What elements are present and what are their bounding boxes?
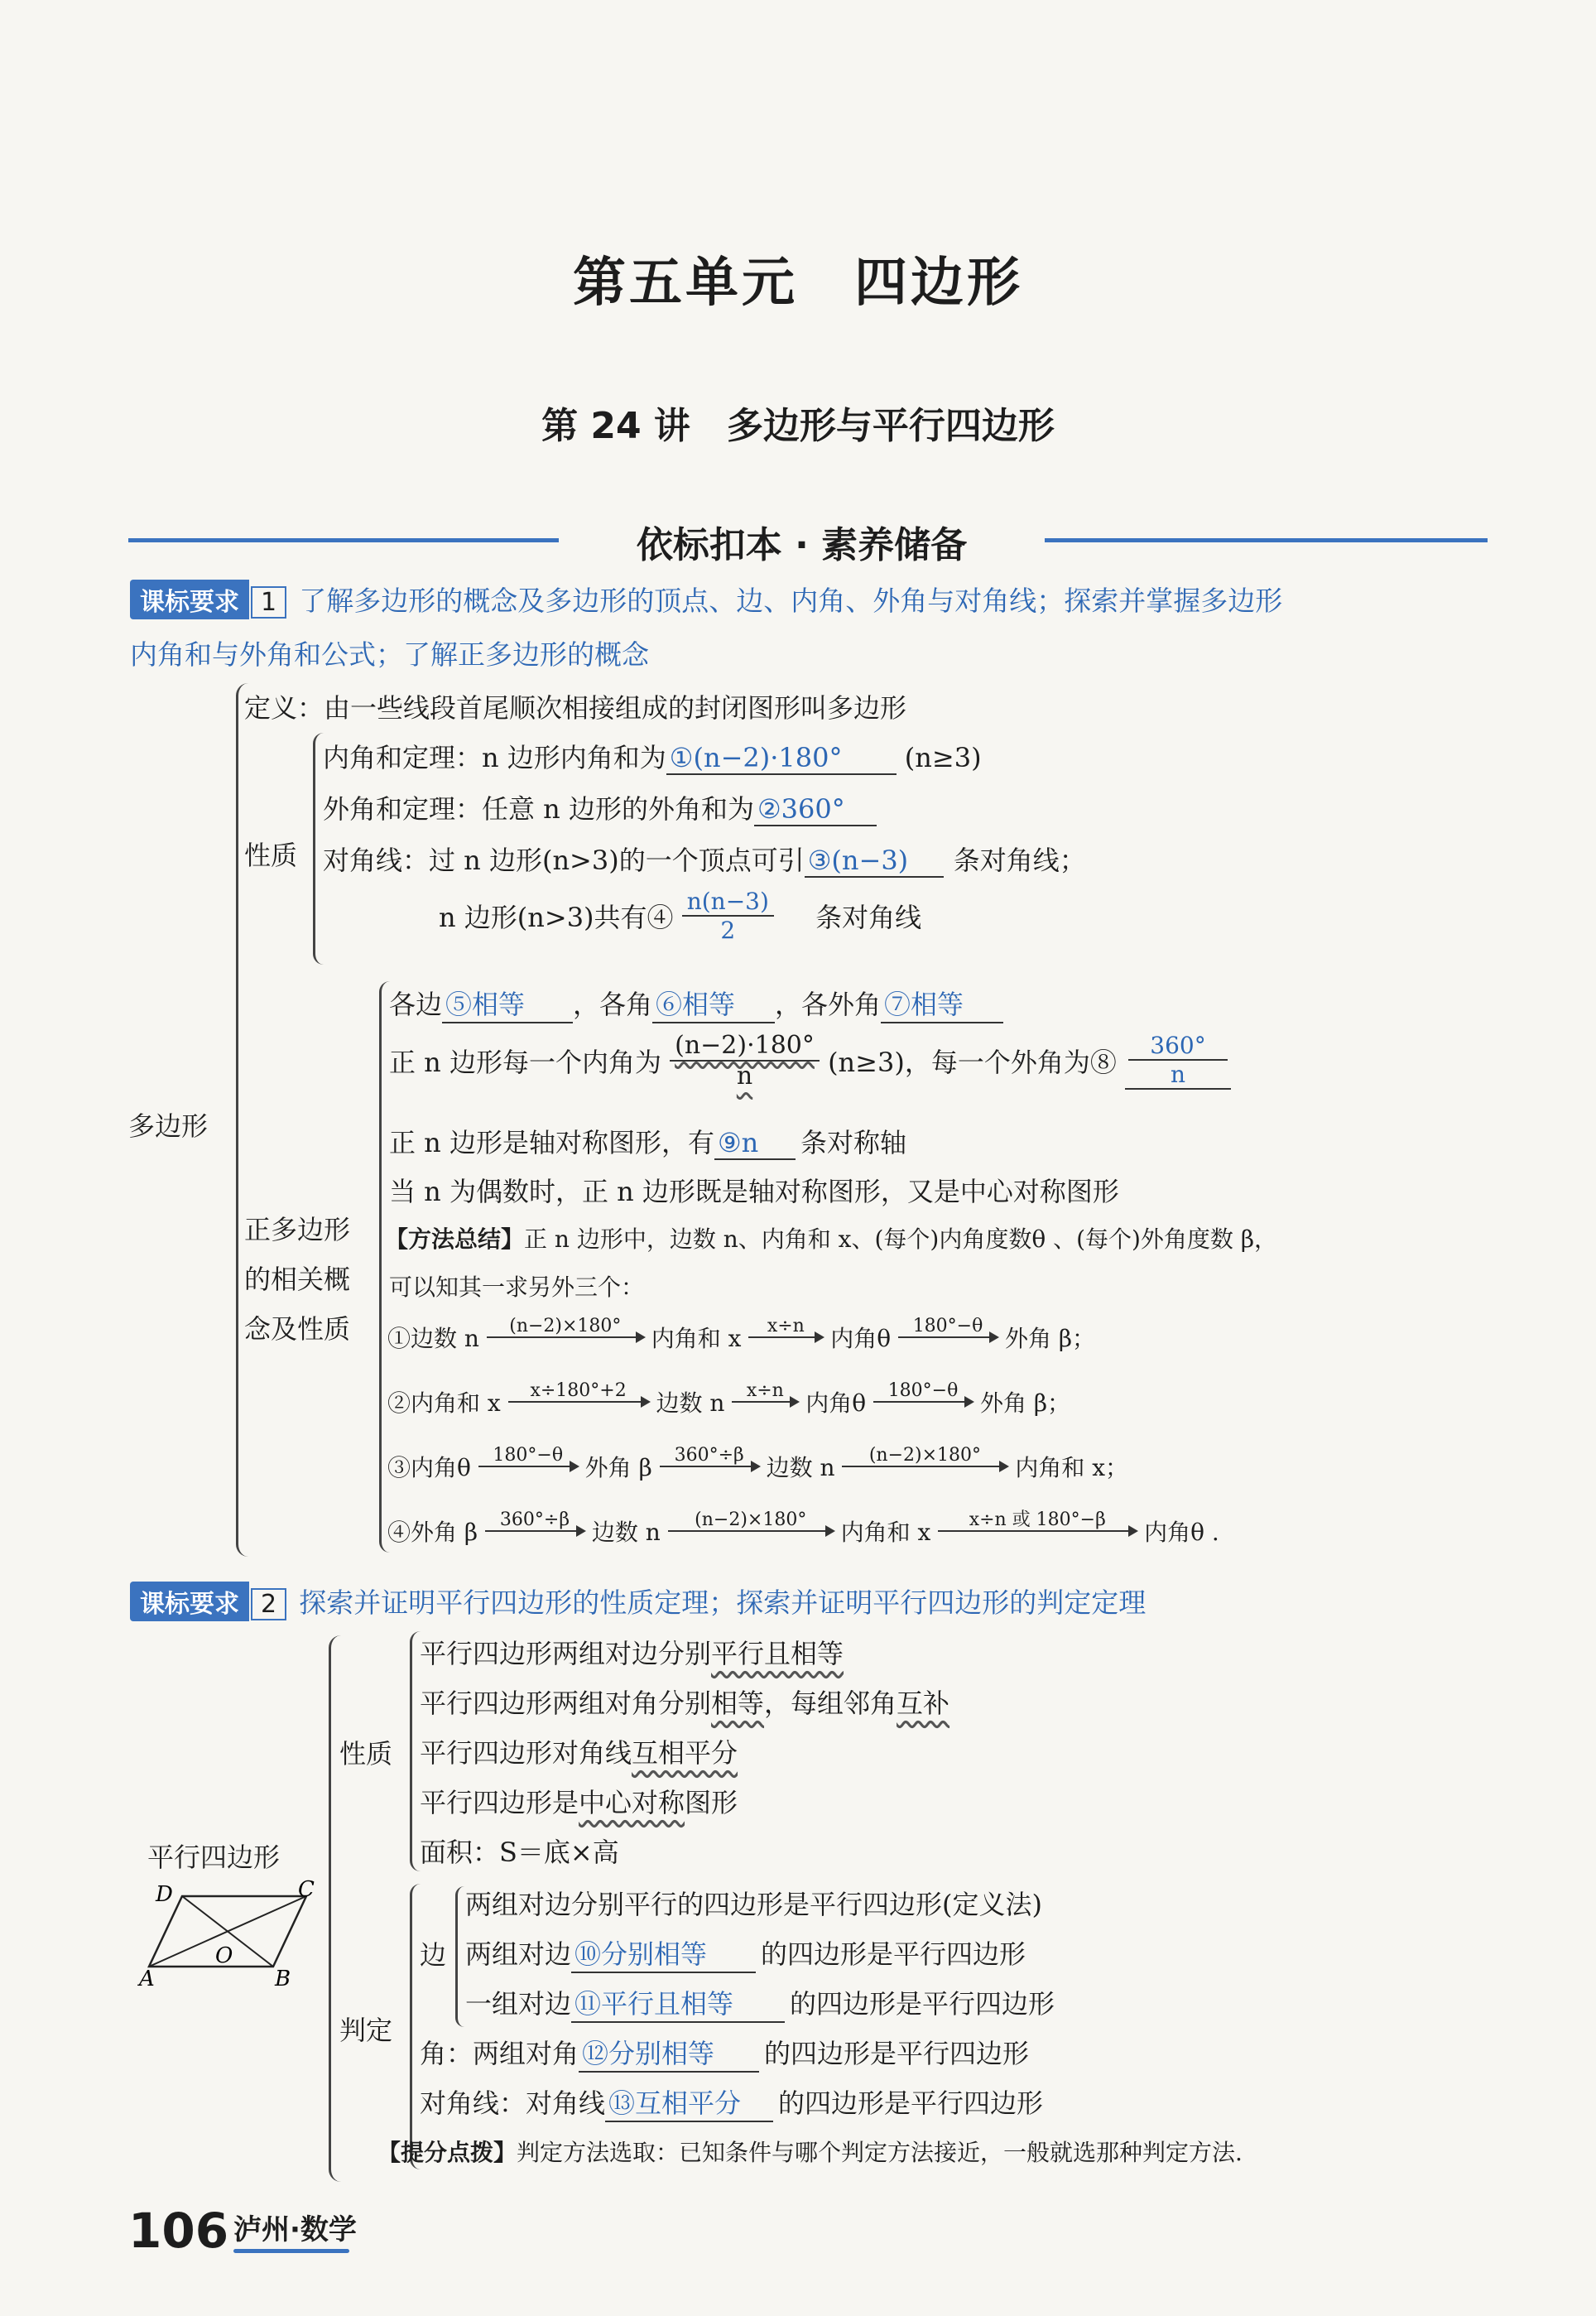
regular-even-center: 当 n 为偶数时，正 n 边形既是轴对称图形，又是中心对称图形 (389, 1176, 1119, 1207)
para-edge-label: 边 (420, 1939, 447, 1971)
polygon-definition: 定义：由一些线段首尾顺次相接组成的封闭图形叫多边形 (244, 692, 907, 724)
para-prop-diagonals: 平行四边形对角线互相平分 (420, 1737, 738, 1769)
banner-line-left (128, 538, 559, 542)
para-prop-area: 面积：S＝底×高 (420, 1837, 619, 1868)
para-prop-symmetry: 平行四边形是中心对称图形 (420, 1787, 738, 1818)
banner-title: 依标扣本 · 素养储备 (636, 524, 968, 566)
judge-edge-1: 两组对边分别平行的四边形是平行四边形(定义法) (465, 1889, 1042, 1920)
conversion-chains (387, 1317, 1219, 1575)
judge-angle: 角：两组对角 ⑫分别相等 的四边形是平行四边形 (420, 2033, 1029, 2073)
exterior-sum-theorem: 外角和定理：任意 n 边形的外角和为 ②360° (323, 788, 877, 826)
chain-2: ②内角和 x x÷180°+2 边数 n x÷n 内角θ 180°−θ 外角 β； (387, 1380, 1071, 1417)
parallelogram-brace (329, 1635, 341, 2182)
banner-line-right (1045, 538, 1488, 542)
requirement-number: 2 (251, 1588, 286, 1620)
method-summary-line2: 可以知其一求另外三个： (389, 1274, 645, 1301)
requirement-2 (130, 1582, 1146, 1621)
chain-1: ①边数 n (n−2)×180° 内角和 x x÷n 内角θ 180°−θ 外角 β； (387, 1316, 1096, 1352)
vertex-c-label: C (298, 1880, 315, 1902)
judge-edge-3: 一组对边 ⑪平行且相等 的四边形是平行四边形 (465, 1983, 1055, 2023)
regular-equal-sides: 各边 ⑤相等 ，各角 ⑥相等 ，各外角 ⑦相等 (389, 984, 1003, 1023)
judge-edge-2: 两组对边 ⑩分别相等 的四边形是平行四边形 (465, 1933, 1026, 1973)
regular-angle-formula: 正 n 边形每一个内角为 $\frac{(n-2)\cdot 180^\circ}{n}$ (n≥3)，每一个外角为⑧ $\frac{360^\circ}{n}$ (389, 1031, 1231, 1091)
vertex-d-label: D (156, 1882, 173, 1907)
requirement-tag: 课标要求 (130, 1582, 249, 1621)
unit-title: 第五单元 四边形 (573, 252, 1023, 314)
diagonal-total: n 边形(n>3)共有④ $\frac{n(n-3)}{2}$ 条对角线 (439, 888, 922, 944)
requirement-number: 1 (251, 586, 286, 619)
polygon-property-label: 性质 (244, 840, 298, 871)
requirement-tag: 课标要求 (130, 580, 249, 619)
para-prop-sides: 平行四边形两组对边分别平行且相等 (420, 1638, 844, 1669)
parallelogram-figure (132, 1880, 323, 1987)
vertex-a-label: A (139, 1967, 155, 1987)
polygon-brace (236, 683, 248, 1557)
polygon-root: 多边形 (128, 1110, 209, 1142)
lecture-title: 第 24 讲 多边形与平行四边形 (541, 405, 1055, 447)
para-property-label: 性质 (339, 1738, 393, 1770)
method-summary: 【方法总结】正 n 边形中，边数 n、内角和 x、(每个)内角度数θ 、(每个)外角度数 β， (385, 1225, 1278, 1253)
vertex-b-label: B (275, 1967, 291, 1987)
parallelogram-root: 平行四边形 (147, 1842, 281, 1873)
requirement-1 (130, 580, 1282, 619)
regular-polygon-label: 正多边形 的相关概 念及性质 (244, 1214, 351, 1345)
chain-3: ③内角θ 180°−θ 外角 β 360°÷β 边数 n (n−2)×180° 内角和 x； (387, 1445, 1129, 1481)
diagonal-rule: 对角线：过 n 边形(n>3)的一个顶点可引 ③(n−3) 条对角线； (323, 845, 1086, 876)
regular-symmetry-axes: 正 n 边形是轴对称图形，有 ⑨n 条对称轴 (389, 1127, 906, 1158)
footer-text: 泸州·数学 (233, 2213, 357, 2246)
para-judge-brace (410, 1884, 421, 2169)
chain-4: ④外角 β 360°÷β 边数 n (n−2)×180° 内角和 x x÷n 或 180°−β 内角θ . (387, 1509, 1219, 1546)
footer-underline (233, 2249, 349, 2253)
angle-sum-theorem: 内角和定理：n 边形内角和为 ①(n−2)·180° (n≥3) (323, 742, 982, 773)
tip-note: 【提分点拨】判定方法选取：已知条件与哪个判定方法接近，一般就选那种判定方法. (377, 2139, 1243, 2166)
para-judge-label: 判定 (339, 2015, 393, 2046)
para-edge-brace (455, 1886, 464, 2027)
requirement-text: 了解多边形的概念及多边形的顶点、边、内角、外角与对角线；探索并掌握多边形 (299, 585, 1283, 617)
requirement-1-line2: 内角和与外角和公式；了解正多边形的概念 (130, 638, 649, 671)
judge-diagonal: 对角线：对角线 ⑬互相平分 的四边形是平行四边形 (420, 2082, 1043, 2122)
para-prop-angles: 平行四边形两组对角分别相等，每组邻角互补 (420, 1688, 950, 1719)
center-o-label: O (215, 1943, 233, 1968)
page-number: 106 (128, 2203, 229, 2259)
requirement-text: 探索并证明平行四边形的性质定理；探索并证明平行四边形的判定定理 (299, 1587, 1147, 1619)
